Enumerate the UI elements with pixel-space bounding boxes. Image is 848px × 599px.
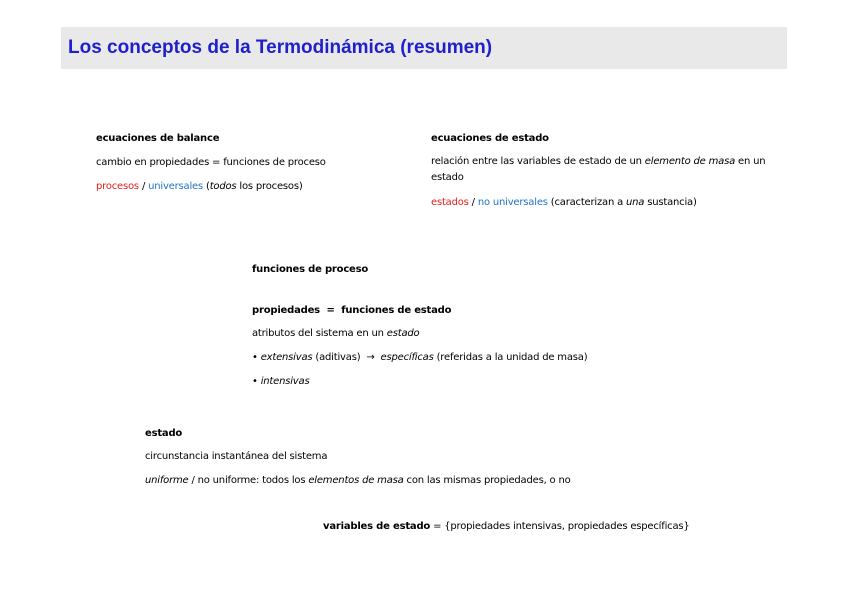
estado-eq-line1-c: en un estado [431,156,766,183]
balance-line2 [96,181,303,192]
bullet-mark: • [252,376,258,387]
bullet-extensivas [252,352,587,363]
propiedades-line1 [252,328,419,339]
especificas-text: específicas [380,352,434,363]
todos-text: todos [209,181,237,192]
variables-line [323,521,690,532]
universales-text: universales [148,181,204,192]
estado-eq-paren-b: sustancia) [647,197,697,208]
estado-heading: estado [145,428,183,439]
elemento-de-masa-text: elemento de masa [644,156,736,167]
estado-eq-line1 [431,154,781,186]
no-universales-text: no universales [477,197,548,208]
balance-line1: cambio en propiedades = funciones de proceso [96,157,326,168]
arrow-icon: → [366,352,375,363]
propiedades-heading: propiedades = funciones de estado [252,305,452,316]
estado-eq-paren-a: (caracterizan a [550,197,624,208]
elementos-de-masa-text: elementos de masa [308,475,404,486]
estado-line2-end: con las mismas propiedades, o no [406,475,571,486]
estado-line2 [145,475,571,486]
balance-open-paren: ( [206,181,210,192]
estados-text: estados [431,197,469,208]
balance-heading: ecuaciones de balance [96,133,220,144]
una-text: una [626,197,645,208]
estado-eq-heading: ecuaciones de estado [431,133,549,144]
balance-sep: / [141,181,146,192]
bullet-intensivas [252,376,309,387]
extensivas-text: extensivas [260,352,313,363]
estado-line1: circunstancia instantánea del sistema [145,451,328,462]
estado-eq-sep: / [471,197,475,208]
referidas-text: (referidas a la unidad de masa) [436,352,588,363]
estado-eq-line2 [431,197,697,208]
title-bar [61,27,787,69]
intensivas-text: intensivas [260,376,310,387]
variables-label: variables de estado [323,521,431,532]
estado-italic-text: estado [386,328,420,339]
propiedades-line1-a: atributos del sistema en un [252,328,384,339]
funciones-heading: funciones de proceso [252,264,369,275]
uniforme-text: uniforme [145,475,189,486]
estado-line2-rest: / no uniforme: todos los [191,475,306,486]
aditivas-text: (aditivas) [315,352,361,363]
bullet-mark: • [252,352,258,363]
variables-rest: = {propiedades intensivas, propiedades específicas} [433,521,690,532]
page-title: Los conceptos de la Termodinámica (resumen) [68,37,493,58]
estado-eq-line1-a: relación entre las variables de estado de un [431,156,642,167]
procesos-text: procesos [96,181,139,192]
balance-rest: los procesos) [239,181,303,192]
